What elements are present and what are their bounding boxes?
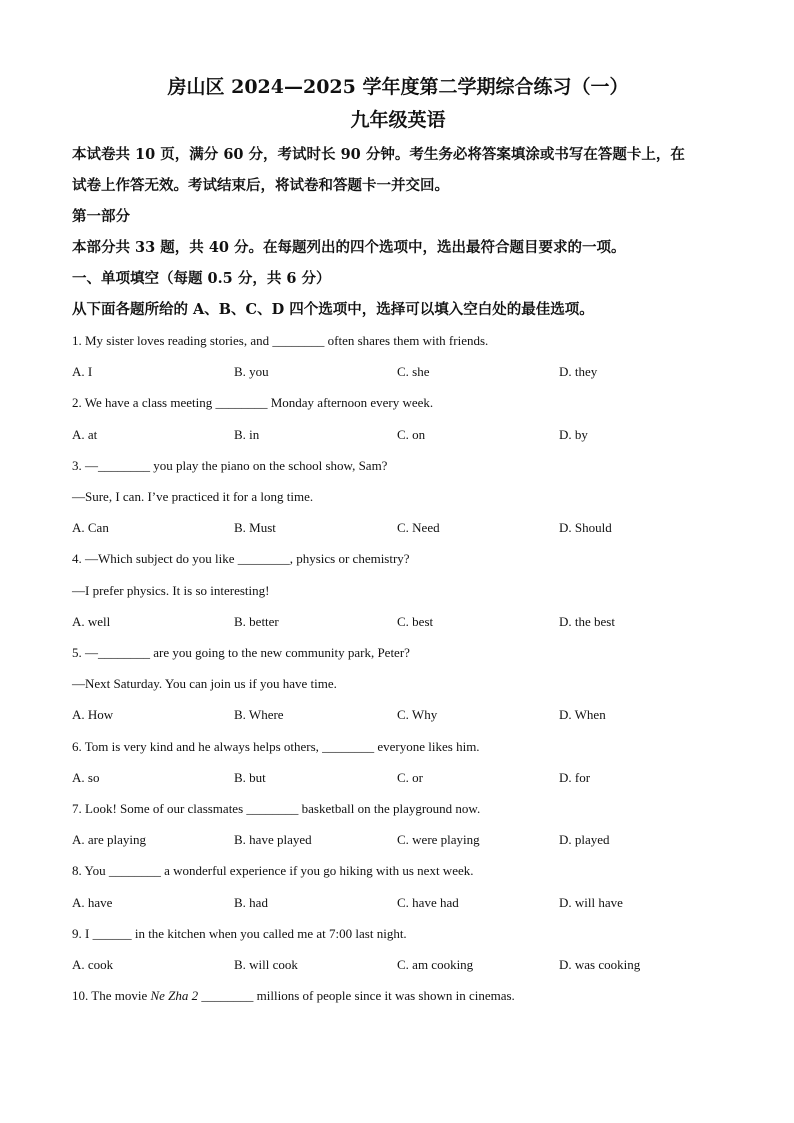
option-c[interactable]: C. she: [397, 364, 430, 380]
option-row: [72, 949, 724, 980]
option-a[interactable]: A. well: [72, 613, 111, 629]
option-b[interactable]: B. in: [234, 426, 260, 442]
question-8: [72, 855, 724, 917]
option-a[interactable]: A. at: [72, 426, 98, 442]
option-d[interactable]: D. by: [559, 426, 588, 442]
option-b[interactable]: B. Where: [234, 707, 284, 723]
question-list: [72, 325, 724, 980]
option-row: [72, 356, 724, 387]
instruction-line-2: 试卷上作答无效。考试结束后，将试卷和答题卡一并交回。: [72, 177, 449, 194]
option-b[interactable]: B. have played: [234, 832, 312, 848]
question-1: [72, 325, 724, 387]
option-c[interactable]: C. best: [397, 613, 434, 629]
option-c[interactable]: C. am cooking: [397, 957, 474, 973]
option-c[interactable]: C. or: [397, 769, 423, 785]
option-d[interactable]: D. for: [559, 769, 591, 785]
question-stem: 1. My sister loves reading stories, and ________ often shares them with friends.: [72, 333, 489, 348]
option-d[interactable]: D. the best: [559, 613, 615, 629]
instruction-line-1: 本试卷共 10 页，满分 60 分，考试时长 90 分钟。考生务必将答案填涂或书写在答题卡上，在: [72, 146, 685, 163]
option-c[interactable]: C. Need: [397, 520, 440, 536]
question-stem: 9. I ______ in the kitchen when you called me at 7:00 last night.: [72, 925, 407, 941]
question-stem: 2. We have a class meeting ________ Monday afternoon every week.: [72, 395, 434, 411]
section-heading: 一、单项填空（每题 0.5 分，共 6 分）: [72, 270, 331, 287]
exam-title: 房山区 2024—2025 学年度第二学期综合练习（一）: [167, 76, 629, 98]
option-a[interactable]: A. are playing: [72, 832, 147, 848]
option-row: [72, 606, 724, 637]
question-10-prefix: 10. The movie: [72, 988, 151, 1004]
question-response: —Sure, I can. I’ve practiced it for a long time.: [72, 489, 314, 505]
option-d[interactable]: D. played: [559, 832, 610, 848]
question-stem: 7. Look! Some of our classmates ________ basketball on the playground now.: [72, 801, 481, 817]
movie-title: Ne Zha 2: [150, 988, 199, 1004]
option-d[interactable]: D. they: [559, 364, 598, 380]
question-4: [72, 543, 724, 637]
question-5: [72, 637, 724, 731]
option-row: [72, 824, 724, 855]
question-10: [72, 980, 724, 1011]
option-a[interactable]: A. cook: [72, 957, 114, 973]
option-b[interactable]: B. will cook: [234, 957, 298, 973]
option-row: [72, 419, 724, 450]
option-a[interactable]: A. so: [72, 769, 100, 785]
option-row: [72, 762, 724, 793]
option-b[interactable]: B. but: [234, 769, 266, 785]
option-row: [72, 512, 724, 543]
option-row: [72, 887, 724, 918]
option-d[interactable]: D. When: [559, 707, 606, 723]
option-c[interactable]: C. have had: [397, 894, 459, 910]
option-b[interactable]: B. better: [234, 613, 279, 629]
question-3: [72, 450, 724, 544]
exam-subtitle: 九年级英语: [350, 109, 446, 131]
option-row: [72, 699, 724, 730]
option-d[interactable]: D. Should: [559, 520, 612, 536]
question-7: [72, 793, 724, 855]
question-stem: 6. Tom is very kind and he always helps others, ________ everyone likes him.: [72, 738, 480, 754]
question-stem: 4. —Which subject do you like ________, physics or chemistry?: [72, 551, 410, 567]
option-b[interactable]: B. Must: [234, 520, 276, 536]
option-a[interactable]: A. have: [72, 894, 113, 910]
question-response: —I prefer physics. It is so interesting!: [72, 582, 270, 598]
instructions: [72, 139, 724, 325]
option-b[interactable]: B. you: [234, 364, 269, 380]
question-response: —Next Saturday. You can join us if you have time.: [72, 676, 337, 692]
option-a[interactable]: A. Can: [72, 520, 109, 536]
option-c[interactable]: C. Why: [397, 707, 438, 723]
option-d[interactable]: D. will have: [559, 894, 623, 910]
option-a[interactable]: A. How: [72, 707, 114, 723]
option-c[interactable]: C. were playing: [397, 832, 480, 848]
question-stem: 3. —________ you play the piano on the school show, Sam?: [72, 457, 388, 473]
question-10-suffix: ________ millions of people since it was shown in cinemas.: [198, 988, 515, 1004]
section-description: 从下面各题所给的 A、B、C、D 四个选项中，选择可以填入空白处的最佳选项。: [72, 301, 594, 318]
question-2: [72, 387, 724, 449]
question-stem: 8. You ________ a wonderful experience if you go hiking with us next week.: [72, 863, 474, 879]
part-description: 本部分共 33 题，共 40 分。在每题列出的四个选项中，选出最符合题目要求的一项。: [72, 239, 626, 256]
option-c[interactable]: C. on: [397, 426, 426, 442]
option-d[interactable]: D. was cooking: [559, 957, 641, 973]
question-9: [72, 918, 724, 980]
option-a[interactable]: A. I: [72, 364, 93, 380]
question-6: [72, 731, 724, 793]
option-b[interactable]: B. had: [234, 894, 268, 910]
question-stem: 5. —________ are you going to the new community park, Peter?: [72, 645, 410, 661]
part-heading: 第一部分: [72, 208, 130, 225]
